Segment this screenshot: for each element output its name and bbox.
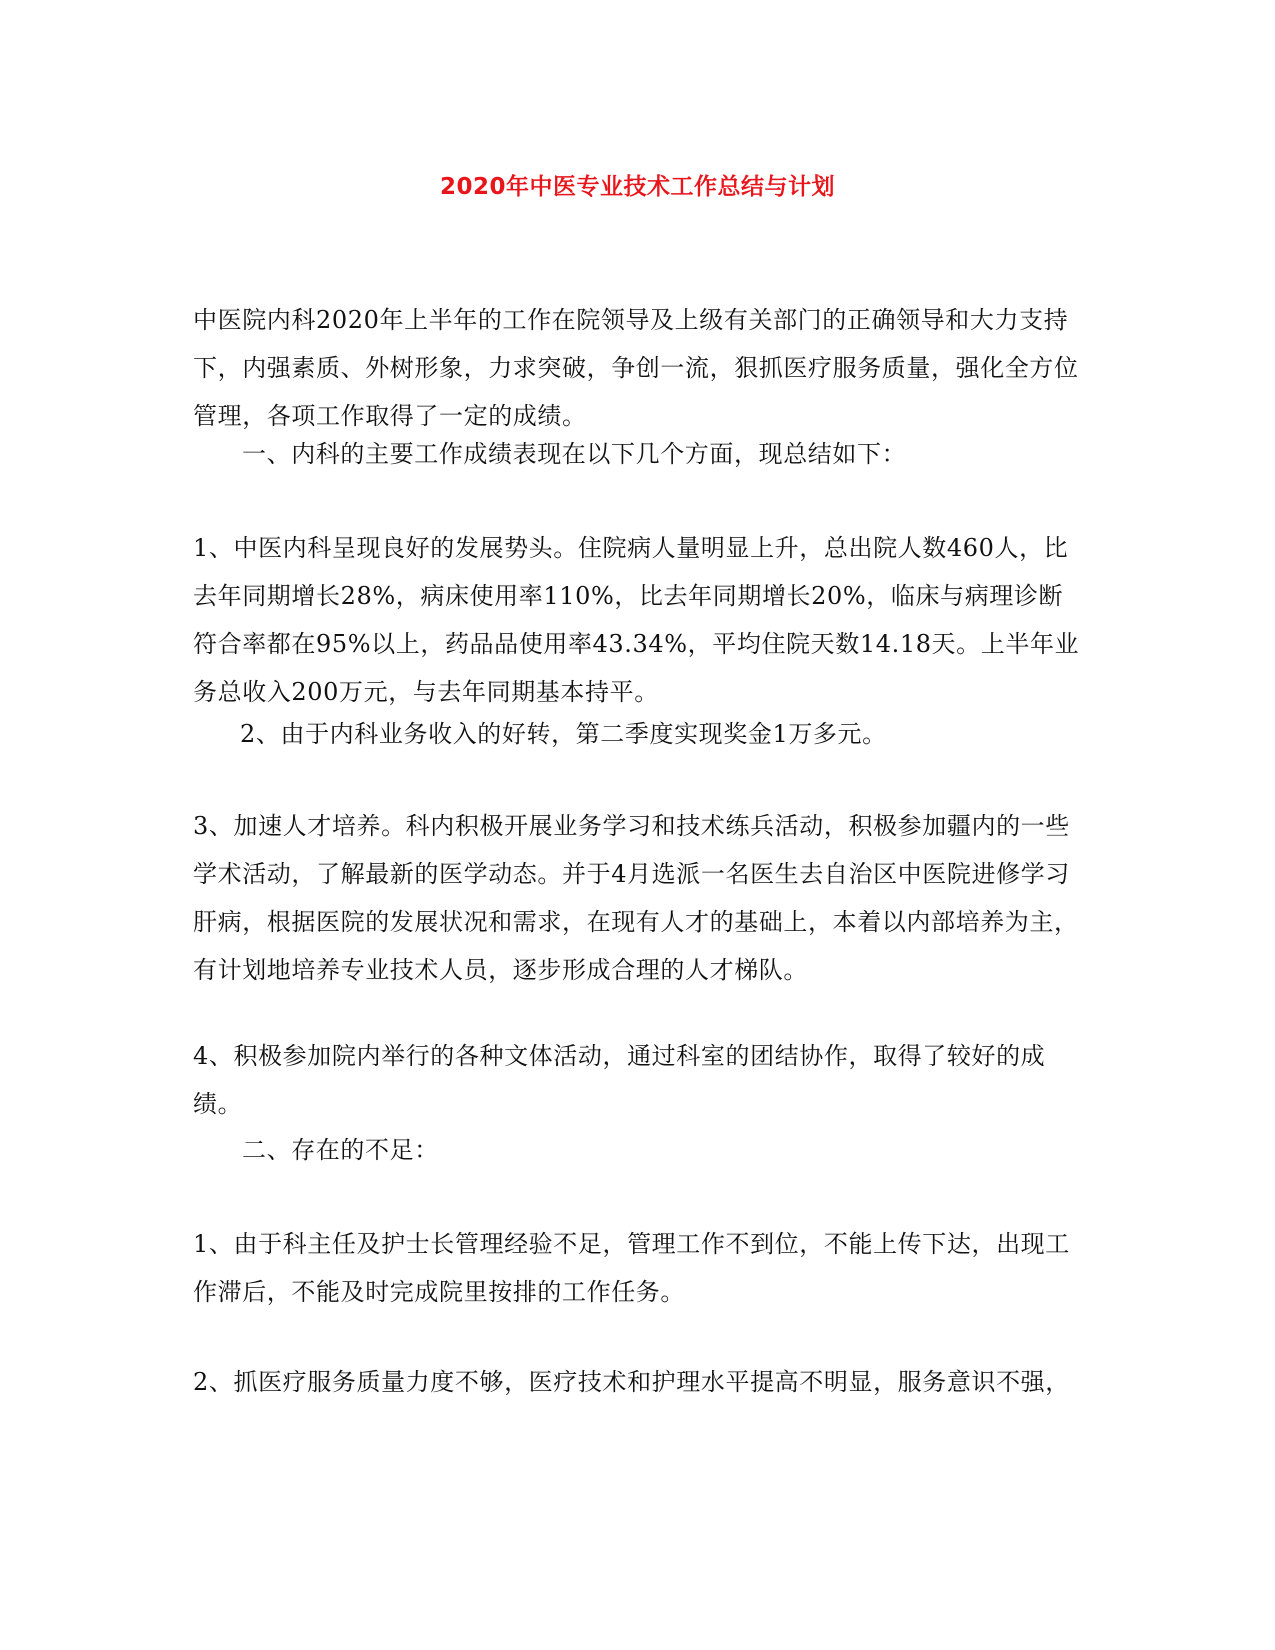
paragraph-item-3: 3、加速人才培养。科内积极开展业务学习和技术练兵活动，积极参加疆内的一些学术活动，了解最新的医学动态。并于4月选派一名医生去自治区中医院进修学习肝病，根据医院的发展状况和需求，在现有人才的基础上，本着以内部培养为主，有计划地培养专业技术人员，逐步形成合理的人才梯队。 [193,812,1079,984]
paragraph-shortcoming-2: 2、抓医疗服务质量力度不够，医疗技术和护理水平提高不明显，服务意识不强， [193,1368,1070,1396]
section-heading-shortcomings: 二、存在的不足： [242,1136,439,1164]
document-title: 2020年中医专业技术工作总结与计划 [439,174,835,200]
paragraph-intro: 中医院内科2020年上半年的工作在院领导及上级有关部门的正确领导和大力支持下，内强素质、外树形象，力求突破，争创一流，狠抓医疗服务质量，强化全方位管理，各项工作取得了一定的成绩。 [193,306,1079,430]
paragraph-item-1: 1、中医内科呈现良好的发展势头。住院病人量明显上升，总出院人数460人，比去年同期增长28%，病床使用率110%，比去年同期增长20%，临床与病理诊断符合率都在95%以上，药品品使用率43.34%，平均住院天数14.18天。上半年业务总收入200万元，与去年同期基本持平。 [193,534,1080,706]
paragraph-item-2: 2、由于内科业务收入的好转，第二季度实现奖金1万多元。 [240,720,887,748]
paragraph-item-4: 4、积极参加院内举行的各种文体活动，通过科室的团结协作，取得了较好的成绩。 [193,1042,1046,1118]
paragraph-shortcoming-1: 1、由于科主任及护士长管理经验不足，管理工作不到位，不能上传下达，出现工作滞后，不能及时完成院里按排的工作任务。 [193,1230,1070,1306]
section-heading-achievements: 一、内科的主要工作成绩表现在以下几个方面，现总结如下： [242,440,907,468]
